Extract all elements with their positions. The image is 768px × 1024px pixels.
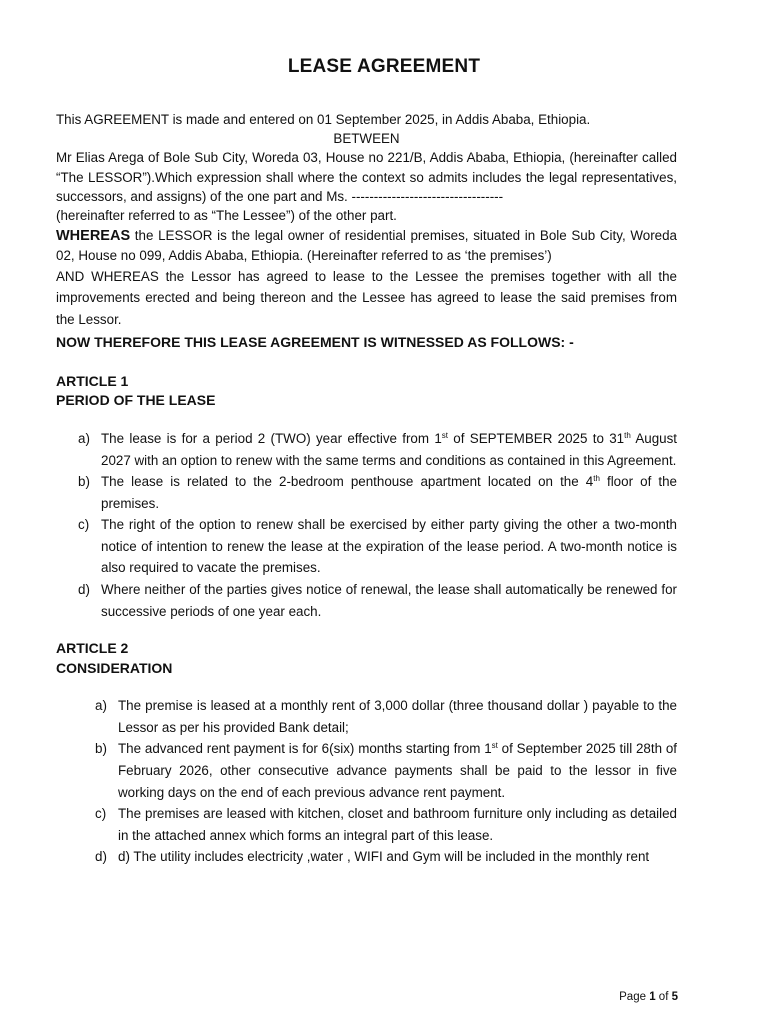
list-marker: a) bbox=[95, 698, 107, 714]
list-item: c) The right of the option to renew shall be exercised by either party giving the other a two-month notice of intention to renew the lease at the expiration of the lease period. A two-month notice is also required to vacate the premises. bbox=[56, 514, 677, 579]
parties-end: (hereinafter referred to as “The Lessee”) of the other part. bbox=[56, 208, 397, 224]
whereas-text: the LESSOR is the legal owner of residential premises, situated in Bole Sub City, Woreda 02, House no 099, Addis Ababa, Ethiopia. (Hereinafter referred to as ‘the premises’) bbox=[56, 228, 677, 264]
list-item: c) The premises are leased with kitchen, closet and bathroom furniture only including as detailed in the attached annex which forms an integral part of this lease. bbox=[56, 803, 677, 846]
now-therefore-heading: NOW THEREFORE THIS LEASE AGREEMENT IS WITNESSED AS FOLLOWS: - bbox=[56, 334, 574, 351]
document-body bbox=[56, 110, 677, 868]
list-marker: b) bbox=[78, 474, 90, 490]
article-2-subheading: CONSIDERATION bbox=[56, 659, 173, 676]
list-marker: d) bbox=[78, 582, 90, 598]
and-whereas-paragraph: AND WHEREAS the Lessor has agreed to lease to the Lessee the premises together with all the improvements erected and being thereon and the Lessee has agreed to lease the said premises from the Lessor. bbox=[56, 268, 677, 327]
list-marker: c) bbox=[95, 806, 107, 822]
list-item: b) The advanced rent payment is for 6(six) months starting from 1st of September 2025 till 28th of February 2026, other consecutive advance payments shall be paid to the lessor in five working days on the end of each previous advance rent payment. bbox=[56, 738, 677, 803]
intro-paragraph: This AGREEMENT is made and entered on 01 September 2025, in Addis Ababa, Ethiopia. bbox=[56, 112, 591, 127]
list-item: b) The lease is related to the 2-bedroom penthouse apartment located on the 4th floor of the premises. bbox=[56, 471, 677, 514]
list-marker: d) bbox=[95, 849, 107, 865]
list-item: d) d) The utility includes electricity ,water , WIFI and Gym will be included in the monthly rent bbox=[56, 846, 677, 868]
whereas-word: WHEREAS bbox=[56, 228, 131, 245]
parties-paragraph: Mr Elias Arega of Bole Sub City, Woreda 03, House no 221/B, Addis Ababa, Ethiopia, (hereinafter called “The LESSOR”).Which expression shall where the context so admits includes the legal representatives, successors, and assigns) of the one part and Ms. ---------------------------------- bbox=[56, 150, 677, 204]
article-1-heading: ARTICLE 1 bbox=[56, 372, 129, 389]
between-label: BETWEEN bbox=[333, 131, 400, 147]
total-pages: 5 bbox=[671, 991, 678, 1003]
list-item: a) The lease is for a period 2 (TWO) year effective from 1st of SEPTEMBER 2025 to 31th August 2027 with an option to renew with the same terms and conditions as contained in this Agreement. bbox=[56, 428, 677, 471]
current-page: 1 bbox=[649, 991, 656, 1003]
list-item: d) Where neither of the parties gives notice of renewal, the lease shall automatically be renewed for successive periods of one year each. bbox=[56, 579, 677, 622]
page-number: Page 1 of 5 bbox=[619, 991, 678, 1003]
document-title: LEASE AGREEMENT bbox=[287, 56, 481, 77]
article-2-list bbox=[56, 695, 677, 868]
article-1-list bbox=[56, 428, 677, 622]
list-marker: a) bbox=[78, 430, 90, 446]
article-2-heading: ARTICLE 2 bbox=[56, 640, 129, 657]
list-marker: c) bbox=[78, 517, 90, 533]
list-marker: b) bbox=[95, 741, 107, 757]
whereas-paragraph bbox=[56, 226, 677, 265]
list-item: a) The premise is leased at a monthly rent of 3,000 dollar (three thousand dollar ) payable to the Lessor as per his provided Bank detail; bbox=[56, 695, 677, 738]
article-1-subheading: PERIOD OF THE LEASE bbox=[56, 392, 216, 409]
